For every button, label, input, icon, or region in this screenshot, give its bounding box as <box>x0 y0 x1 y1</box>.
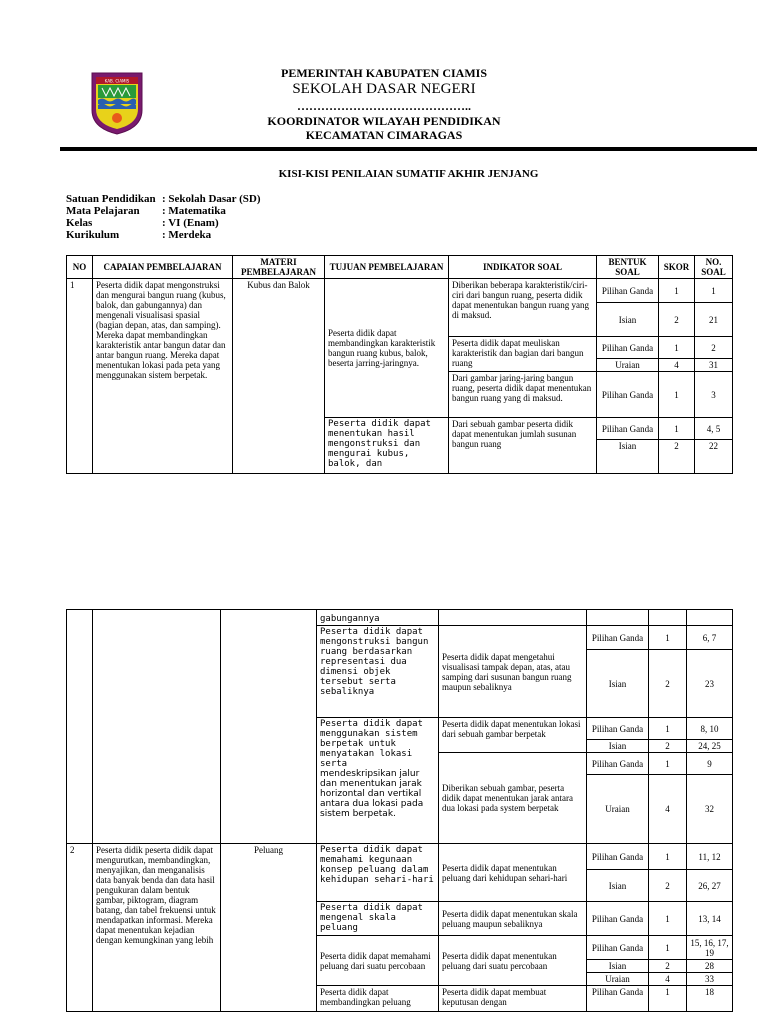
skor-cell: 2 <box>649 870 687 902</box>
materi-cell <box>221 610 317 844</box>
tujuan-cell: gabungannya <box>317 610 439 626</box>
tujuan-text: mendeskripsikan jalur dan menentukan jarak horizontal dan vertikal antara dua lokasi pada sistem berpetak. <box>320 769 424 819</box>
header-divider <box>60 147 757 151</box>
meta-label: Kurikulum <box>66 229 120 241</box>
nosoal-cell: 18 <box>687 986 733 1012</box>
skor-cell: 1 <box>649 718 687 740</box>
nosoal-cell: 13, 14 <box>687 902 733 936</box>
meta-row <box>66 205 261 217</box>
skor-cell: 1 <box>649 626 687 650</box>
bentuk-cell: Pilihan Ganda <box>587 936 649 960</box>
materi-cell: Kubus dan Balok <box>233 279 325 474</box>
indikator-cell: Diberikan beberapa karakteristik/ciri-ciri dari bangun ruang, peserta didik dapat menentukan bangun ruang yang di maksud. <box>449 279 597 337</box>
skor-cell: 1 <box>659 337 695 359</box>
skor-cell: 1 <box>659 418 695 440</box>
skor-cell: 2 <box>649 960 687 973</box>
table-row <box>67 844 733 870</box>
nosoal-cell: 8, 10 <box>687 718 733 740</box>
bentuk-cell: Pilihan Ganda <box>597 372 659 418</box>
indikator-cell <box>439 610 587 626</box>
capaian-cell: Peserta didik dapat mengonstruksi dan mengurai bangun ruang (kubus, balok, dan gabungannya) dan mengenali visualisasi spasial (bagian depan, atas, dan samping). Mereka dapat membandingkan karakteristik antar bangun datar dan antar bangun ruang. Mereka dapat menentukan lokasi pada peta yang menggunakan sistem berpetak. <box>93 279 233 474</box>
nosoal-cell: 32 <box>687 775 733 844</box>
col-header: CAPAIAN PEMBELAJARAN <box>93 256 233 279</box>
meta-label: Mata Pelajaran <box>66 205 140 217</box>
bentuk-cell: Isian <box>587 870 649 902</box>
skor-cell: 4 <box>649 973 687 986</box>
col-header: MATERI PEMBELAJARAN <box>233 256 325 279</box>
tujuan-cell: Peserta didik dapat memahami peluang dari suatu percobaan <box>317 936 439 986</box>
indikator-cell: Peserta didik dapat membuat keputusan dengan <box>439 986 587 1012</box>
tujuan-cell: Peserta didik dapat menentukan hasil mengonstruksi dan mengurai kubus, balok, dan <box>325 418 449 474</box>
nosoal-cell: 31 <box>695 359 733 372</box>
table-row <box>67 279 733 303</box>
meta-label: Kelas <box>66 217 93 229</box>
capaian-cell <box>93 610 221 844</box>
bentuk-cell: Pilihan Ganda <box>597 418 659 440</box>
nosoal-cell: 28 <box>687 960 733 973</box>
logo-text: KAB. CIAMIS <box>104 78 130 84</box>
nosoal-cell <box>687 610 733 626</box>
bentuk-cell: Pilihan Ganda <box>597 337 659 359</box>
bentuk-cell: Uraian <box>597 359 659 372</box>
col-header: INDIKATOR SOAL <box>449 256 597 279</box>
skor-cell: 2 <box>649 740 687 753</box>
bentuk-cell: Isian <box>597 303 659 337</box>
nosoal-cell: 3 <box>695 372 733 418</box>
skor-cell: 2 <box>659 440 695 474</box>
meta-row <box>66 193 261 205</box>
nosoal-cell: 6, 7 <box>687 626 733 650</box>
tujuan-cell: Peserta didik dapat mengonstruksi bangun ruang berdasarkan representasi dua dimensi objek tersebut serta sebaliknya <box>317 626 439 718</box>
meta-value: : Sekolah Dasar (SD) <box>162 193 261 205</box>
meta-value: : VI (Enam) <box>162 217 219 229</box>
row-number <box>67 610 93 844</box>
skor-cell: 1 <box>649 753 687 775</box>
bentuk-cell: Pilihan Ganda <box>587 753 649 775</box>
indikator-cell: Dari gambar jaring-jaring bangun ruang, peserta didik dapat menentukan bangun ruang yang di maksud. <box>449 372 597 418</box>
nosoal-cell: 26, 27 <box>687 870 733 902</box>
bentuk-cell: Pilihan Ganda <box>587 626 649 650</box>
tujuan-cell: Peserta didik dapat mengenal skala peluang <box>317 902 439 936</box>
header-line-3: …………………………………….. <box>297 99 471 113</box>
indikator-cell: Diberikan sebuah gambar, peserta didik dapat menentukan jarak antara dua lokasi pada system berpetak <box>439 753 587 844</box>
materi-cell: Peluang <box>221 844 317 1012</box>
bentuk-cell: Isian <box>587 650 649 718</box>
bentuk-cell <box>587 610 649 626</box>
tujuan-cell: Peserta didik dapat memahami kegunaan konsep peluang dalam kehidupan sehari-hari <box>317 844 439 902</box>
nosoal-cell: 22 <box>695 440 733 474</box>
indikator-cell: Peserta didik dapat menentukan peluang dari kehidupan sehari-hari <box>439 844 587 902</box>
header-line-1: PEMERINTAH KABUPATEN CIAMIS <box>280 66 487 80</box>
meta-row <box>66 229 261 241</box>
col-header: BENTUK SOAL <box>597 256 659 279</box>
bentuk-cell: Pilihan Ganda <box>597 279 659 303</box>
nosoal-cell: 33 <box>687 973 733 986</box>
tujuan-cell: Peserta didik dapat membandingkan karakteristik bangun ruang kubus, balok, beserta jarring-jaringnya. <box>325 279 449 418</box>
skor-cell: 4 <box>649 775 687 844</box>
skor-cell: 1 <box>649 986 687 1012</box>
skor-cell: 4 <box>659 359 695 372</box>
meta-value: : Merdeka <box>162 229 212 241</box>
indikator-cell: Peserta didik dapat menentukan peluang dari suatu percobaan <box>439 936 587 986</box>
bentuk-cell: Isian <box>597 440 659 474</box>
bentuk-cell: Pilihan Ganda <box>587 718 649 740</box>
kisi-table-page-2 <box>66 609 733 1012</box>
meta-row <box>66 217 261 229</box>
bentuk-cell: Uraian <box>587 775 649 844</box>
row-number: 1 <box>67 279 93 474</box>
meta-value: : Matematika <box>162 205 226 217</box>
bentuk-cell: Isian <box>587 740 649 753</box>
capaian-cell: Peserta didik peserta didik dapat mengurutkan, membandingkan, menyajikan, dan menganalisis data banyak benda dan data hasil pengukuran dalam bentuk gambar, piktogram, diagram batang, dan tabel frekuensi untuk mendapatkan informasi. Mereka dapat menentukan kejadian dengan kemungkinan yang lebih <box>93 844 221 1012</box>
nosoal-cell: 15, 16, 17, 19 <box>687 936 733 960</box>
table-header-row <box>67 256 733 279</box>
nosoal-cell: 24, 25 <box>687 740 733 753</box>
indikator-cell: Dari sebuah gambar peserta didik dapat menentukan jumlah susunan bangun ruang <box>449 418 597 474</box>
tujuan-cell <box>317 718 439 844</box>
indikator-cell: Peserta didik dapat menentukan lokasi dari sebuah gambar berpetak <box>439 718 587 753</box>
skor-cell: 1 <box>649 936 687 960</box>
skor-cell: 1 <box>659 279 695 303</box>
nosoal-cell: 11, 12 <box>687 844 733 870</box>
nosoal-cell: 1 <box>695 279 733 303</box>
bentuk-cell: Pilihan Ganda <box>587 902 649 936</box>
meta-label: Satuan Pendidikan <box>66 193 156 205</box>
header-line-4: KOORDINATOR WILAYAH PENDIDIKAN <box>267 114 501 128</box>
ciamis-logo <box>88 70 146 136</box>
tujuan-text: Peserta didik dapat menggunakan sistem berpetak untuk menyatakan lokasi serta <box>320 719 423 769</box>
nosoal-cell: 23 <box>687 650 733 718</box>
header-line-5: KECAMATAN CIMARAGAS <box>305 128 463 142</box>
bentuk-cell: Pilihan Ganda <box>587 986 649 1012</box>
skor-cell: 2 <box>659 303 695 337</box>
table-row <box>67 610 733 626</box>
indikator-cell: Peserta didik dapat meuliskan karakteristik dan bagian dari bangun ruang <box>449 337 597 372</box>
skor-cell: 2 <box>649 650 687 718</box>
kisi-table-page-1 <box>66 255 733 474</box>
row-number: 2 <box>67 844 93 1012</box>
col-header: SKOR <box>659 256 695 279</box>
indikator-cell: Peserta didik dapat menentukan skala peluang maupun sebaliknya <box>439 902 587 936</box>
nosoal-cell: 4, 5 <box>695 418 733 440</box>
col-header: NO. SOAL <box>695 256 733 279</box>
bentuk-cell: Pilihan Ganda <box>587 844 649 870</box>
header-line-2: SEKOLAH DASAR NEGERI <box>292 81 476 97</box>
nosoal-cell: 9 <box>687 753 733 775</box>
document-meta <box>66 193 261 241</box>
tujuan-cell: Peserta didik dapat membandingkan peluang <box>317 986 439 1012</box>
skor-cell: 1 <box>649 902 687 936</box>
indikator-cell: Peserta didik dapat mengetahui visualisasi tampak depan, atas, atau samping dari susunan bangun ruang maupun sebaliknya <box>439 626 587 718</box>
col-header: NO <box>67 256 93 279</box>
bentuk-cell: Uraian <box>587 973 649 986</box>
skor-cell <box>649 610 687 626</box>
skor-cell: 1 <box>649 844 687 870</box>
col-header: TUJUAN PEMBELAJARAN <box>325 256 449 279</box>
bentuk-cell: Isian <box>587 960 649 973</box>
skor-cell: 1 <box>659 372 695 418</box>
nosoal-cell: 21 <box>695 303 733 337</box>
document-title: KISI-KISI PENILAIAN SUMATIF AKHIR JENJANG <box>278 168 539 180</box>
nosoal-cell: 2 <box>695 337 733 359</box>
